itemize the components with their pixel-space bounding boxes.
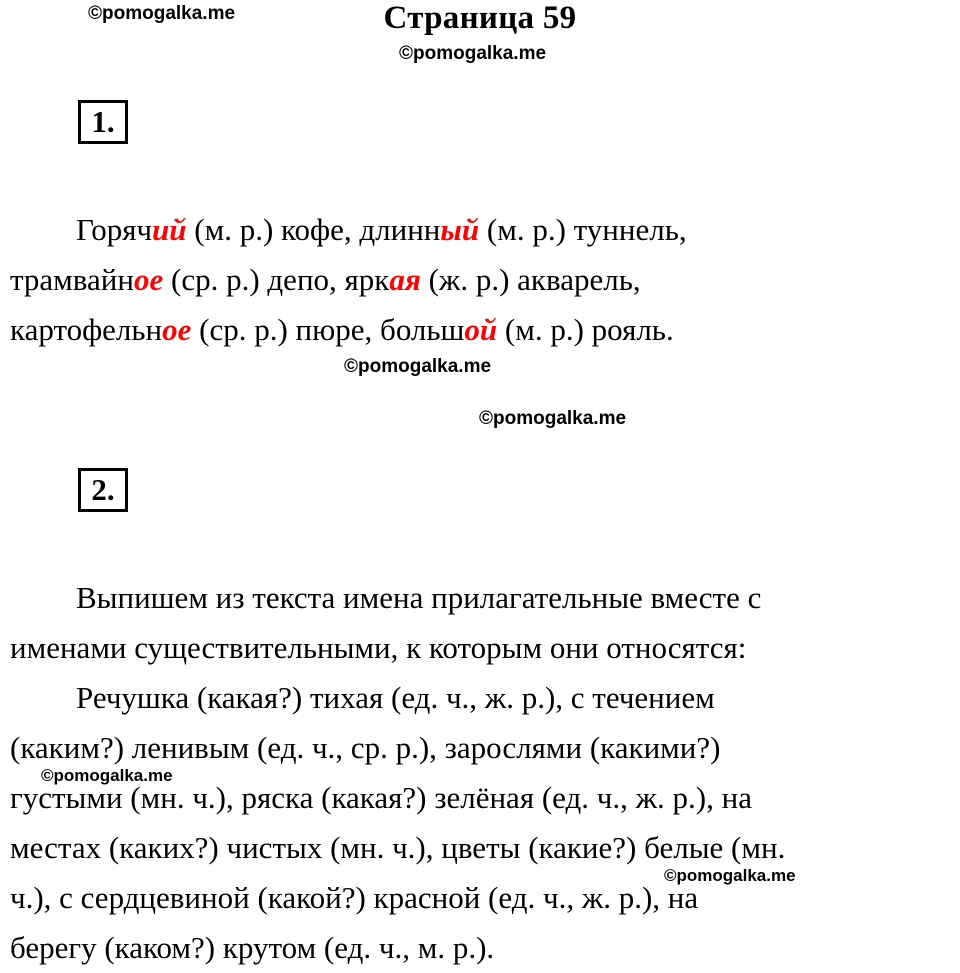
text-run: Речушка (какая?) тихая (ед. ч., ж. р.), с течением <box>76 680 715 715</box>
exercise-number-box-2: 2. <box>78 468 128 512</box>
adjective-ending-highlight: ая <box>389 262 421 297</box>
text-run: (м. р.) рояль. <box>497 312 674 347</box>
text-line <box>10 623 785 673</box>
text-run: (ж. р.) акварель, <box>420 262 641 297</box>
watermark-top-left: ©pomogalka.me <box>88 3 236 24</box>
text-run: (ср. р.) депо, ярк <box>163 262 390 297</box>
adjective-ending-highlight: ий <box>152 212 187 247</box>
exercise-2-body <box>10 573 785 973</box>
text-run: картофельн <box>10 312 163 347</box>
watermark-left-over-gustymi: ©pomogalka.me <box>41 766 173 785</box>
text-line <box>10 923 785 973</box>
exercise-1-body <box>10 205 687 355</box>
text-line <box>10 255 687 305</box>
watermark-under-title: ©pomogalka.me <box>399 43 547 64</box>
watermark-bottom-right: ©pomogalka.me <box>664 866 796 885</box>
text-run: (м. р.) кофе, длинн <box>186 212 441 247</box>
text-line <box>10 305 687 355</box>
adjective-ending-highlight: ой <box>464 312 498 347</box>
watermark-middle: ©pomogalka.me <box>479 408 627 429</box>
text-line <box>10 773 785 823</box>
text-line <box>10 823 785 873</box>
watermark-below-exercise-1: ©pomogalka.me <box>344 356 492 377</box>
text-run: густыми (мн. ч.), ряска (какая?) зелёная (ед. ч., ж. р.), на <box>10 780 752 815</box>
text-line <box>10 723 785 773</box>
adjective-ending-highlight: ое <box>133 262 164 297</box>
text-run: Горяч <box>76 212 153 247</box>
text-run: Выпишем из текста имена прилагательные вместе с <box>76 580 762 615</box>
text-line <box>10 873 785 923</box>
text-run: местах (каких?) чистых (мн. ч.), цветы (какие?) белые (мн. <box>10 830 786 865</box>
adjective-ending-highlight: ый <box>440 212 480 247</box>
text-run: ч.), с сердцевиной (какой?) красной (ед. ч., ж. р.), на <box>10 880 699 915</box>
page-title: Страница 59 <box>383 0 577 36</box>
text-run: именами существительными, к которым они относятся: <box>10 630 747 665</box>
text-line <box>10 205 687 255</box>
text-run: берегу (каком?) крутом (ед. ч., м. р.). <box>10 930 495 965</box>
text-run: (м. р.) туннель, <box>479 212 687 247</box>
text-run: (каким?) ленивым (ед. ч., ср. р.), зарослями (какими?) <box>10 730 721 765</box>
text-run: (ср. р.) пюре, больш <box>191 312 465 347</box>
text-line <box>10 573 785 623</box>
adjective-ending-highlight: ое <box>162 312 192 347</box>
text-run: трамвайн <box>10 262 134 297</box>
exercise-number-box-1: 1. <box>78 100 128 144</box>
text-line <box>10 673 785 723</box>
